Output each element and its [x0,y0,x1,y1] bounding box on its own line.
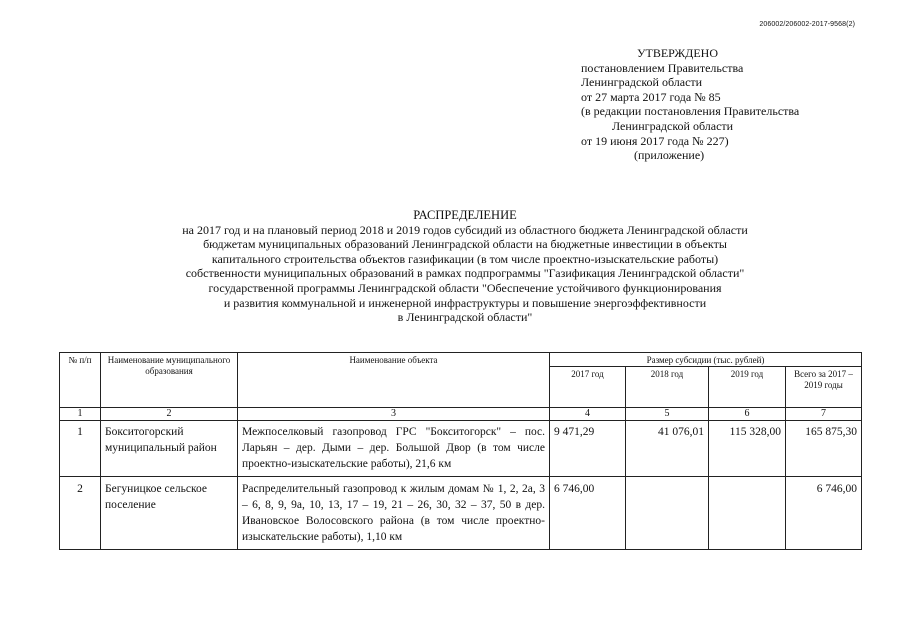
row-2019 [709,477,786,550]
approval-line: от 27 марта 2017 года № 85 [581,89,721,104]
approval-line: Ленинградской области [581,75,703,90]
heading-line: на 2017 год и на плановый период 2018 и 2019 годов субсидий из областного бюджета Ленинградской области [182,222,748,237]
column-number: 6 [709,408,786,421]
approval-line: (приложение) [634,148,705,163]
header-municipality: Наименование муниципального образования [101,353,238,408]
table-header-row [60,353,862,367]
row-2018: 41 076,01 [626,421,709,477]
header-no: № п/п [60,353,101,408]
row-total: 6 746,00 [786,477,862,550]
document-id: 206002/206002-2017-9568(2) [759,21,855,28]
column-number: 7 [786,408,862,421]
column-number-row [60,408,862,421]
row-object: Межпоселковый газопровод ГРС "Бокситогорск" – пос. Ларьян – дер. Дыми – дер. Большой Двор (в том числе проектно-изыскательские работы), 21,6 км [238,421,550,477]
heading-line: в Ленинградской области" [397,310,533,325]
heading-line: и развития коммунальной и инженерной инфраструктуры и повышение энергоэффективности [223,295,707,310]
column-number: 1 [60,408,101,421]
approval-line: (в редакции постановления Правительства [581,104,800,119]
heading-title: РАСПРЕДЕЛЕНИЕ [413,208,517,222]
row-2017: 9 471,29 [550,421,626,477]
row-no: 1 [60,421,101,477]
header-total: Всего за 2017 – 2019 годы [786,367,862,408]
header-2019: 2019 год [709,367,786,408]
subsidy-table [59,352,862,550]
heading-line: собственности муниципальных образований в рамках подпрограммы "Газификация Ленинградской области" [185,266,745,281]
heading-line: государственной программы Ленинградской области "Обеспечение устойчивого функционирования [208,280,722,295]
row-2018 [626,477,709,550]
header-2017: 2017 год [550,367,626,408]
distribution-heading [0,208,905,325]
approval-line: постановлением Правительства [581,60,744,75]
row-no: 2 [60,477,101,550]
row-2019: 115 328,00 [709,421,786,477]
row-total: 165 875,30 [786,421,862,477]
table-row [60,421,862,477]
table-row [60,477,862,550]
header-2018: 2018 год [626,367,709,408]
column-number: 5 [626,408,709,421]
row-municipality: Бокситогорский муниципальный район [101,421,238,477]
row-municipality: Бегуницкое сельское поселение [101,477,238,550]
row-object: Распределительный газопровод к жилым домам № 1, 2, 2а, 3 – 6, 8, 9, 9а, 10, 13, 17 – 19, 21 – 26, 30, 32 – 37, 50 в дер. Ивановское Волосовского района (в том числе проектно-изыскательские работы), 1,10 км [238,477,550,550]
column-number: 2 [101,408,238,421]
column-number: 4 [550,408,626,421]
column-number: 3 [238,408,550,421]
approval-line: от 19 июня 2017 года № 227) [581,133,729,148]
approval-stamp [578,46,799,163]
header-object: Наименование объекта [238,353,550,408]
header-subsidy: Размер субсидии (тыс. рублей) [550,353,862,367]
approval-line: УТВЕРЖДЕНО [637,46,719,60]
row-2017: 6 746,00 [550,477,626,550]
approval-line: Ленинградской области [612,118,734,133]
heading-line: капитального строительства объектов газификации (в том числе проектно-изыскательские работы) [211,251,719,266]
heading-line: бюджетам муниципальных образований Ленинградской области на бюджетные инвестиции в объекты [203,237,727,252]
